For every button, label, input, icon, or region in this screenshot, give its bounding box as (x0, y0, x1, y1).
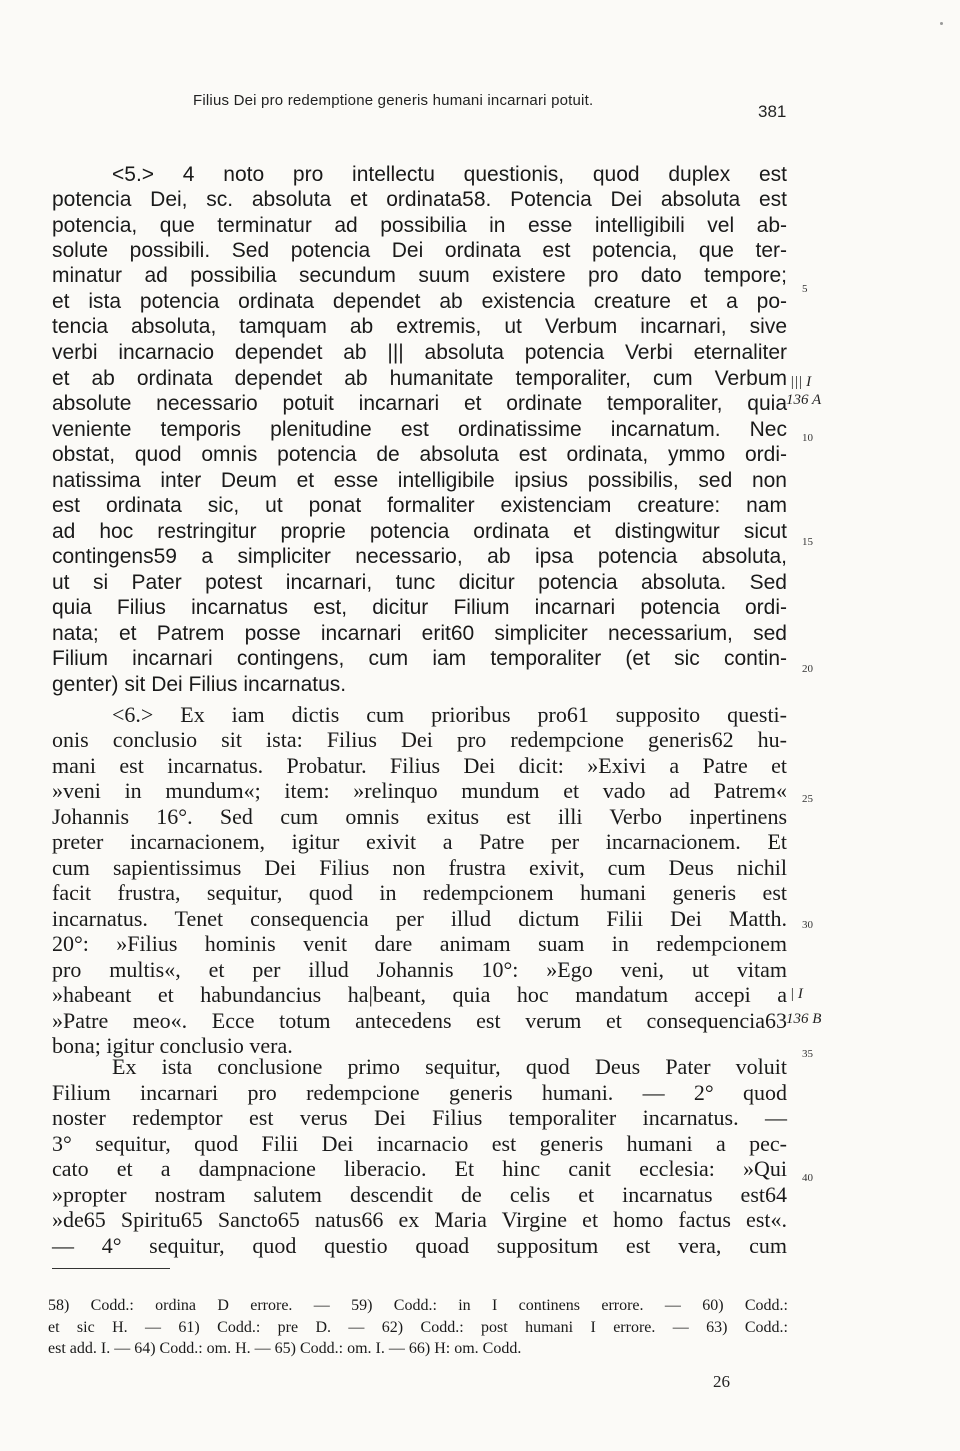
line-number: 5 (802, 283, 808, 295)
text-line: solute possibili. Sed potencia Dei ordinata est potencia, que ter- (52, 239, 787, 262)
text-line: minatur ad possibilia secundum suum existere pro dato tempore; (52, 264, 787, 287)
line-number: 25 (802, 793, 813, 805)
text-line: veniente temporis plenitudine est ordinatissime incarnatum. Nec (52, 418, 787, 441)
text-line: verbi incarnacio dependet ab ||| absoluta potencia Verbi eternaliter (52, 341, 787, 364)
text-line: absolute necessario potuit incarnari et ordinate temporaliter, quia (52, 392, 787, 415)
text-line: »de65 Spiritu65 Sancto65 natus66 ex Maria Virgine et homo factus est«. (52, 1207, 787, 1232)
footnote-line: et sic H. — 61) Codd.: pre D. — 62) Codd.: post humani I errore. — 63) Codd.: (48, 1319, 788, 1336)
text-line: pro multis«, et per illud Johannis 10°: »Ego veni, ut vitam (52, 957, 787, 982)
text-line: quia Filius incarnatus est, dicitur Filium incarnari potencia ordi- (52, 596, 787, 619)
text-line: potencia, que terminatur ad possibilia in esse intelligibili vel ab- (52, 214, 787, 237)
line-number: 20 (802, 663, 813, 675)
text-line: genter) sit Dei Filius incarnatus. (52, 673, 347, 696)
text-line: »habeant et habundancius ha|beant, quia hoc mandatum accepi a (52, 982, 787, 1007)
text-line: facit frustra, sequitur, quod in redempcionem humani generis est (52, 880, 787, 905)
text-line: Filium incarnari contingens, cum iam temporaliter (et sic contin- (52, 647, 787, 670)
text-line: tencia absoluta, tamquam ab extremis, ut Verbum incarnari, sive (52, 315, 787, 338)
footnote-line: est add. I. — 64) Codd.: om. H. — 65) Codd.: om. I. — 66) H: om. Codd. (48, 1340, 522, 1357)
text-line: mani est incarnatus. Probatur. Filius Dei dicit: »Exivi a Patre et (52, 753, 787, 778)
text-line: cum sapientissimus Dei Filius non frustra exivit, cum Deus nichil (52, 855, 787, 880)
scan-speck (940, 22, 943, 25)
text-line: <6.> Ex iam dictis cum prioribus pro61 supposito questi- (112, 702, 787, 727)
text-line: »veni in mundum«; item: »relinquo mundum et vado ad Patrem« (52, 778, 787, 803)
text-line: potencia Dei, sc. absoluta et ordinata58. Potencia Dei absoluta est (52, 188, 787, 211)
footnote-separator (52, 1268, 170, 1269)
line-number: 35 (802, 1048, 813, 1060)
text-line: Ex ista conclusione primo sequitur, quod Deus Pater voluit (112, 1054, 787, 1079)
text-line: <5.> 4 noto pro intellectu questionis, quod duplex est (112, 163, 787, 186)
text-line: 20°: »Filius hominis venit dare animam suam in redempcionem (52, 931, 787, 956)
text-line: »propter nostram salutem descendit de celis et incarnatus est64 (52, 1182, 787, 1207)
page-number: 381 (758, 102, 787, 121)
text-line: preter incarnacionem, igitur exivit a Patre per incarnacionem. Et (52, 829, 787, 854)
text-line: natissima inter Deum et esse intelligibile ipsius possibilis, sed non (52, 469, 787, 492)
text-line: »Patre meo«. Ecce totum antecedens est verum et consequencia63 (52, 1008, 787, 1033)
folio-reference: 136 B (786, 1011, 822, 1027)
text-line: 3° sequitur, quod Filii Dei incarnacio est generis humani a pec- (52, 1131, 787, 1156)
line-number: 40 (802, 1172, 813, 1184)
line-number: 10 (802, 432, 813, 444)
text-line: ut si Pater potest incarnari, tunc dicitur potencia absoluta. Sed (52, 571, 787, 594)
text-line: Johannis 16°. Sed cum omnis exitus est illi Verbo inpertinens (52, 804, 787, 829)
running-header: Filius Dei pro redemptione generis humani incarnari potuit. (193, 92, 594, 109)
folio-reference: ||| I (790, 374, 812, 390)
text-line: — 4° sequitur, quod questio quoad suppositum est vera, cum (52, 1233, 787, 1258)
line-number: 30 (802, 919, 813, 931)
text-line: contingens59 a simpliciter necessario, ab ipsa potencia absoluta, (52, 545, 787, 568)
text-line: bona; igitur conclusio vera. (52, 1033, 293, 1058)
text-line: est ordinata sic, ut ponat formaliter existenciam creature: nam (52, 494, 787, 517)
line-number: 15 (802, 536, 813, 548)
text-line: Filium incarnari pro redempcione generis humani. — 2° quod (52, 1080, 787, 1105)
text-line: noster redemptor est verus Dei Filius temporaliter incarnatus. — (52, 1105, 787, 1130)
text-line: nata; et Patrem posse incarnari erit60 simpliciter necessarium, sed (52, 622, 787, 645)
text-line: cato et a dampnacione liberacio. Et hinc canit ecclesia: »Qui (52, 1156, 787, 1181)
folio-reference: | I (790, 986, 803, 1002)
text-line: et ista potencia ordinata dependet ab existencia creature et a po- (52, 290, 787, 313)
sheet-number: 26 (713, 1372, 730, 1391)
text-line: obstat, quod omnis potencia de absoluta est ordinata, ymmo ordi- (52, 443, 787, 466)
folio-reference: 136 A (786, 392, 822, 408)
footnote-line: 58) Codd.: ordina D errore. — 59) Codd.: in I continens errore. — 60) Codd.: (48, 1297, 788, 1314)
text-line: ad hoc restringitur proprie potencia ordinata et distingwitur sicut (52, 520, 787, 543)
text-line: onis conclusio sit ista: Filius Dei pro redempcione generis62 hu- (52, 727, 787, 752)
text-line: et ab ordinata dependet ab humanitate temporaliter, cum Verbum (52, 367, 787, 390)
text-line: incarnatus. Tenet consequencia per illud dictum Filii Dei Matth. (52, 906, 787, 931)
